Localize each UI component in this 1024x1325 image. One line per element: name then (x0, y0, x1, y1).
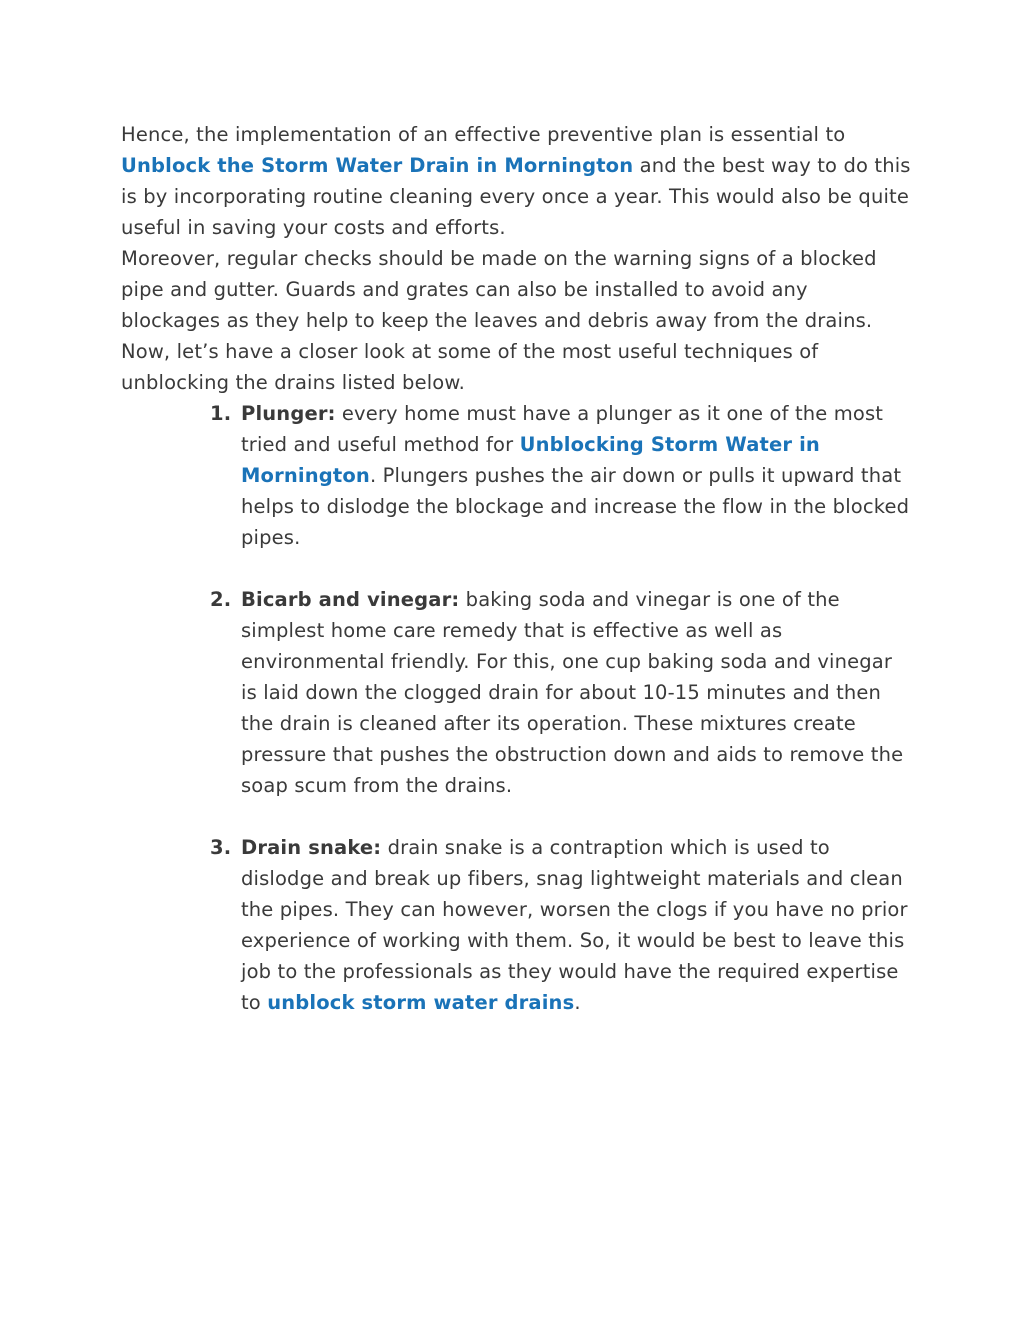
technique-text: . Plungers pushes the air down or pulls it upward that helps to dislodge the blockage and increase the flow in the blocked pipes. (241, 464, 910, 549)
list-item-drain-snake (121, 832, 911, 1018)
technique-term: Drain snake: (241, 836, 382, 859)
link-unblock-storm-water-drains[interactable]: unblock storm water drains (267, 991, 575, 1014)
technique-term: Plunger: (241, 402, 336, 425)
link-unblocking-storm-water[interactable]: Unblocking Storm Water in Mornington (241, 433, 820, 487)
link-unblock-storm-water-drain[interactable]: Unblock the Storm Water Drain in Mornington (121, 154, 634, 177)
paragraph-text: Now, let’s have a closer look at some of the most useful techniques of unblocking the drains listed below. (121, 340, 819, 394)
paragraph-preventive-plan (121, 119, 911, 243)
technique-term: Bicarb and vinegar: (241, 588, 460, 611)
paragraph-text: Moreover, regular checks should be made on the warning signs of a blocked pipe and gutter. Guards and grates can also be installed to avoid any blockages as they help to keep the leaves and debris away from the drains. (121, 247, 877, 332)
technique-text: drain snake is a contraption which is used to dislodge and break up fibers, snag lightweight materials and clean the pipes. They can however, worsen the clogs if you have no prior experience of working with them. So, it would be best to leave this job to the professionals as they would have the required expertise to (241, 836, 908, 1014)
list-number: 2. (210, 588, 232, 611)
list-number: 1. (210, 402, 232, 425)
technique-text: every home must have a plunger as it one of the most tried and useful method for (241, 402, 884, 456)
list-item-plunger (121, 398, 911, 553)
paragraph-techniques-intro (121, 336, 911, 398)
list-item-bicarb-vinegar (121, 584, 911, 801)
paragraph-regular-checks (121, 243, 911, 336)
paragraph-text: and the best way to do this is by incorporating routine cleaning every once a year. This would also be quite useful in saving your costs and efforts. (121, 154, 911, 239)
techniques-list (121, 398, 911, 1018)
list-number: 3. (210, 836, 232, 859)
paragraph-text: Hence, the implementation of an effective preventive plan is essential to (121, 123, 846, 146)
technique-text: . (574, 991, 581, 1014)
technique-text: baking soda and vinegar is one of the simplest home care remedy that is effective as well as environmental friendly. For this, one cup baking soda and vinegar is laid down the clogged drain for about 10-15 minutes and then the drain is cleaned after its operation. These mixtures create pressure that pushes the obstruction down and aids to remove the soap scum from the drains. (241, 588, 904, 797)
document-page (121, 119, 911, 1049)
